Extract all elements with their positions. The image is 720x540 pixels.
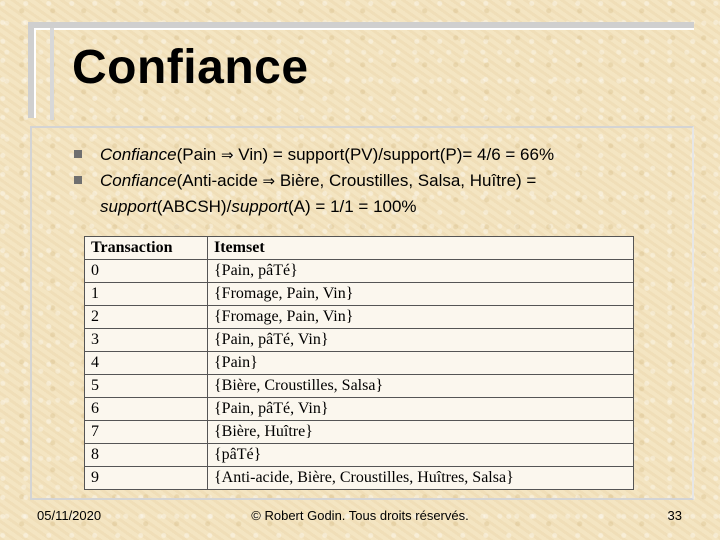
itemset-cell: {Pain, pâTé, Vin}	[208, 398, 634, 421]
bullet-term: Confiance	[100, 171, 177, 190]
table-row	[85, 421, 634, 444]
table-row	[85, 306, 634, 329]
table-row	[85, 398, 634, 421]
transaction-cell: 2	[85, 306, 208, 329]
itemset-cell: {Pain}	[208, 352, 634, 375]
itemset-cell: {Pain, pâTé, Vin}	[208, 329, 634, 352]
transaction-cell: 9	[85, 467, 208, 490]
itemset-cell: {pâTé}	[208, 444, 634, 467]
itemset-cell: {Fromage, Pain, Vin}	[208, 306, 634, 329]
bullet-text: Bière, Croustilles, Salsa, Huître) =	[275, 171, 537, 190]
bullet-item	[74, 168, 674, 219]
itemset-cell: {Anti-acide, Bière, Croustilles, Huîtres, Salsa}	[208, 467, 634, 490]
table-row	[85, 329, 634, 352]
bullet-term: support	[100, 197, 157, 216]
transactions-table	[84, 236, 634, 490]
square-bullet-icon	[74, 176, 82, 184]
transaction-cell: 6	[85, 398, 208, 421]
bullet-list	[74, 142, 674, 219]
transaction-cell: 0	[85, 260, 208, 283]
table-row	[85, 375, 634, 398]
bullet-text: (Pain	[176, 145, 221, 164]
slide-number: 33	[667, 508, 682, 523]
bullet-text: (A) = 1/1 = 100%	[288, 197, 417, 216]
footer-date: 05/11/2020	[37, 508, 102, 523]
table-row	[85, 467, 634, 490]
bullet-term: support	[231, 197, 289, 216]
transaction-cell: 4	[85, 352, 208, 375]
itemset-cell: {Fromage, Pain, Vin}	[208, 283, 634, 306]
transaction-cell: 3	[85, 329, 208, 352]
transaction-cell: 1	[85, 283, 208, 306]
implies-arrow-icon: ⇒	[262, 172, 276, 190]
table-row	[85, 283, 634, 306]
transaction-cell: 7	[85, 421, 208, 444]
table-row	[85, 444, 634, 467]
bullet-item	[74, 142, 674, 168]
bullet-text: Vin) = support(PV)/support(P)= 4/6 = 66%	[233, 145, 555, 164]
column-header: Transaction	[85, 237, 208, 260]
square-bullet-icon	[74, 150, 82, 158]
bullet-term: Confiance	[100, 145, 177, 164]
bullet-text: (Anti-acide	[176, 171, 263, 190]
implies-arrow-icon: ⇒	[220, 146, 234, 164]
bullet-text: (ABCSH)/	[156, 197, 232, 216]
transaction-cell: 5	[85, 375, 208, 398]
footer-copyright: © Robert Godin. Tous droits réservés.	[251, 508, 469, 523]
table-row	[85, 352, 634, 375]
itemset-cell: {Pain, pâTé}	[208, 260, 634, 283]
itemset-cell: {Bière, Huître}	[208, 421, 634, 444]
itemset-cell: {Bière, Croustilles, Salsa}	[208, 375, 634, 398]
column-header: Itemset	[208, 237, 634, 260]
transaction-cell: 8	[85, 444, 208, 467]
table-row	[85, 260, 634, 283]
slide-title: Confiance	[72, 41, 309, 94]
table-header-row	[85, 237, 634, 260]
